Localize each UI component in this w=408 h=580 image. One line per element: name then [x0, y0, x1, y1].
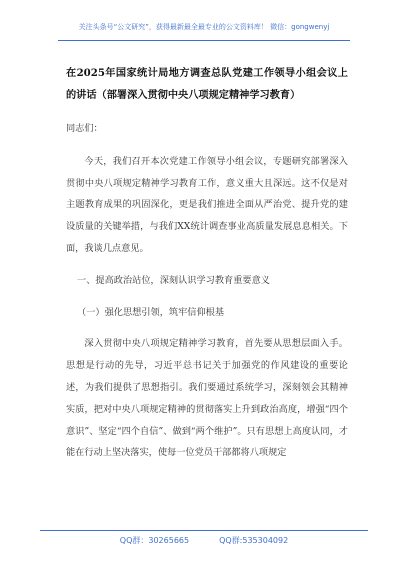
section-heading: 一、提高政治站位，深刻认识学习教育重要意义 — [77, 274, 270, 286]
header-divider — [58, 40, 350, 41]
footer-qq-group-2: QQ群:535304092 — [219, 536, 289, 545]
footer-divider — [40, 530, 368, 531]
subsection-heading: （一）强化思想引领，筑牢信仰根基 — [77, 306, 225, 318]
document-body — [66, 118, 348, 464]
greeting: 同志们： — [66, 123, 103, 134]
body-paragraph: 深入贯彻中央八项规定精神学习教育，首先要从思想层面入手。思想是行动的先导，习近平总书记关于加强党的作风建设的重要论述，为我们提供了思想指引。我们要通过系统学习，深刻领会其精神实质，把对中央八项规定精神的贯彻落实上升到政治高度，增强“四个意识”、坚定“四个自信”、做到“两个维护”。只有思想上高度认同，才能在行动上坚决落实，使每一位党员干部都将八项规定 — [66, 338, 348, 459]
footer-qq-group-1: QQ群：30265665 — [119, 536, 190, 545]
intro-paragraph: 今天，我们召开本次党建工作领导小组会议，专题研究部署深入贯彻中央八项规定精神学习教育工作，意义重大且深远。这不仅是对主题教育成果的巩固深化，更是我们推进全面从严治党、提升党的建设质量的关键举措，与我们XX统计调查事业高质量发展息息相关。下面，我谈几点意见。 — [66, 155, 348, 254]
header-banner: 关注头条号“公文研究”，获得最新最全最专业的公文资料库！ 微信：gongwenyj — [78, 23, 330, 31]
footer — [0, 535, 408, 546]
document-title: 在2025年国家统计局地方调查总队党建工作领导小组会议上的讲话（部署深入贯彻中央八项规定精神学习教育） — [66, 67, 348, 101]
